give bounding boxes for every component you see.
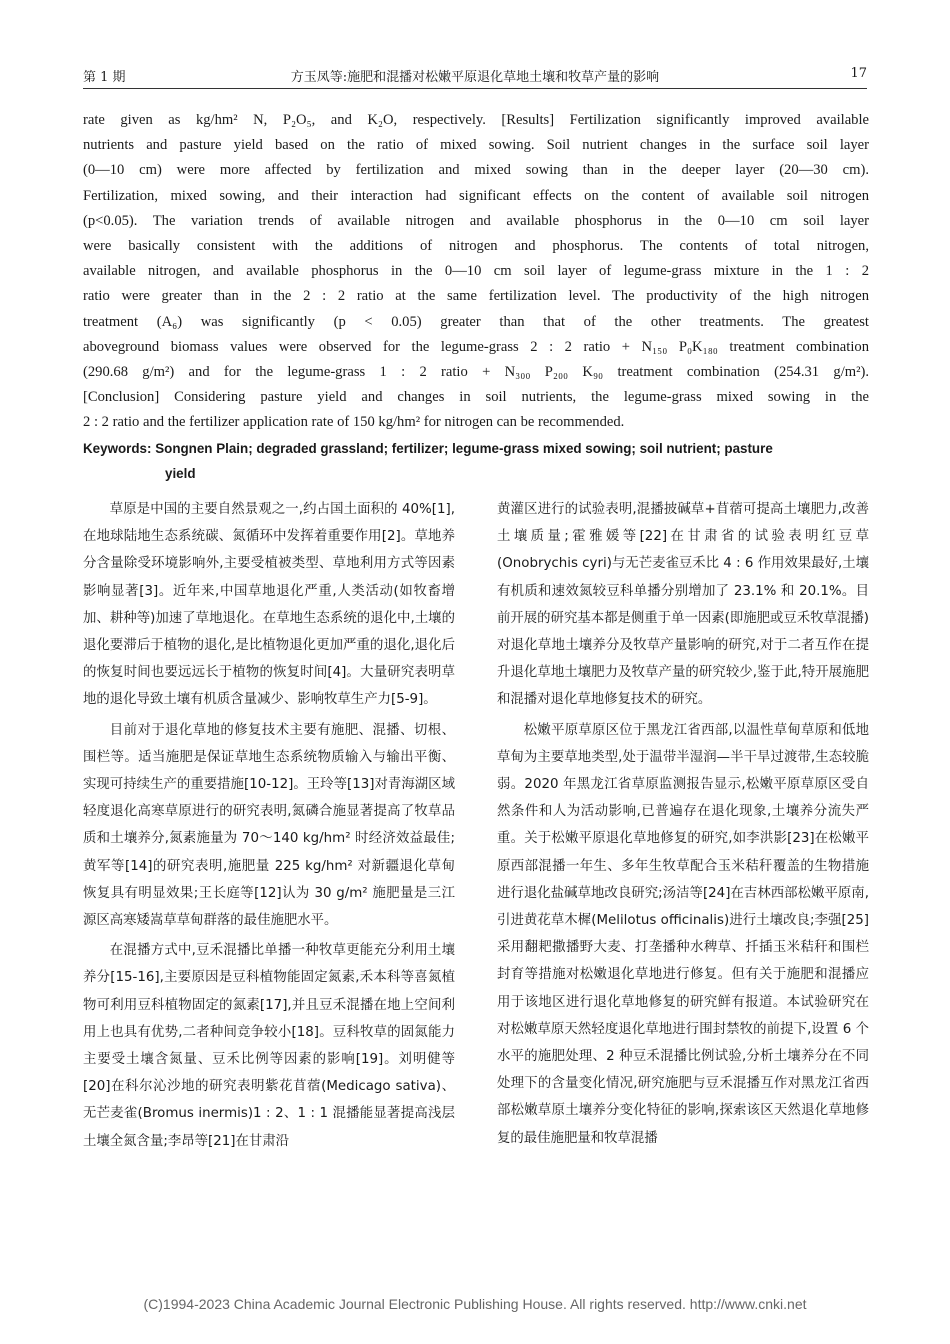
page-number: 17 [850,66,867,81]
abstract-line: aboveground biomass values were observed for the legume-grass 2 : 2 ratio + N₁₅₀ P₀K₁₈₀ treatment combination [83,338,869,355]
abstract-line: available nitrogen, and available phosphorus in the 0—10 cm soil layer of legume-grass mixture in the 1 : 2 [83,263,869,280]
abstract-line: rate given as kg/hm² N, P₂O₅, and K₂O, respectively. [Results] Fertilization significantly improved available [83,112,869,128]
abstract-line: (p<0.05). The variation trends of available nitrogen and available phosphorus in the 0—10 cm soil layer [83,212,869,229]
keywords-block [83,436,869,486]
paragraph: 黄灌区进行的试验表明,混播披碱草+苜蓿可提高土壤肥力,改善土壤质量;霍雅媛等[22]在甘肃省的试验表明红豆草(Onobrychis cyri)与无芒麦雀豆禾比 4 : 6 作用效果最好,土壤有机质和速效氮较豆科单播分别增加了 23.1% 和 20.1%。目前开展的研究基本都是侧重于单一因素(即施肥或豆禾牧草混播)对退化草地土壤养分及牧草产量影响的研究,对于二者互作在提升退化草地土壤肥力及牧草产量的研究较少,鉴于此,特开展施肥和混播对退化草地修复技术的研究。 [497,502,869,708]
abstract-line: treatment (A₆) was significantly (p < 0.05) greater than that of the other treatments. The greatest [83,313,869,330]
paragraph: 草原是中国的主要自然景观之一,约占国土面积的 40%[1],在地球陆地生态系统碳、氮循环中发挥着重要作用[2]。草地养分含量除受环境影响外,主要受植被类型、草地利用方式等因素影响显著[3]。近年来,中国草地退化严重,人类活动(如牧畜增加、耕种等)加速了草地退化。在草地生态系统的退化中,土壤的退化要滞后于植物的退化,是比植物退化更加严重的退化,退化后的恢复时间也要远远长于植物的恢复时间[4]。大量研究表明草地的退化导致土壤有机质含量减少、影响牧草生产力[5-9]。 [83,502,455,708]
abstract-line: [Conclusion] Considering pasture yield and changes in soil nutrients, the legume-grass mixed sowing in the [83,389,869,406]
english-abstract [83,108,869,436]
issue-number: 第 1 期 [83,70,126,85]
abstract-line: were basically consistent with the additions of nitrogen and phosphorus. The contents of total nitrogen, [83,238,869,255]
abstract-line: (0—10 cm) were more affected by fertilization and mixed sowing than in the deeper layer (20—30 cm). [83,162,869,179]
keywords-text: Songnen Plain; degraded grassland; fertilizer; legume-grass mixed sowing; soil nutrient; pasture [155,441,773,456]
paragraph: 目前对于退化草地的修复技术主要有施肥、混播、切根、围栏等。适当施肥是保证草地生态系统物质输入与输出平衡、实现可持续生产的重要措施[10-12]。王玲等[13]对青海湖区域轻度退化高寒草原进行的研究表明,氮磷合施显著提高了牧草品质和土壤养分,氮素施量为 70～140 kg/hm² 时经济效益最佳;黄军等[14]的研究表明,施肥量 225 kg/hm² 对新疆退化草甸恢复具有明显效果;王长庭等[12]认为 30 g/m² 施肥量是三江源区高寒矮嵩草草甸群落的最佳施肥水平。 [83,722,455,929]
abstract-line: ratio were greater than in the 2 : 2 ratio at the same fertilization level. The productivity of the high nitrogen [83,288,869,305]
right-column [497,496,869,1152]
copyright-footer: (C)1994-2023 China Academic Journal Electronic Publishing House. All rights reserved. http://www.cnki.net [143,1296,807,1312]
abstract-line: (290.68 g/m²) and for the legume-grass 1 : 2 ratio + N₃₀₀ P₂₀₀ K₉₀ treatment combination (254.31 g/m²). [83,364,869,381]
paragraph: 在混播方式中,豆禾混播比单播一种牧草更能充分利用土壤养分[15-16],主要原因是豆科植物能固定氮素,禾本科等喜氮植物可利用豆科植物固定的氮素[17],并且豆禾混播在地上空间利用上也具有优势,二者种间竞争较小[18]。豆科牧草的固氮能力主要受土壤含氮量、豆禾比例等因素的影响[19]。刘明健等[20]在科尔沁沙地的研究表明紫花苜蓿(Medicago sativa)、无芒麦雀(Bromus inermis)1 : 2、1 : 1 混播能显著提高浅层土壤全氮含量;李昂等[21]在甘肃沿 [83,943,455,1149]
abstract-line: nutrients and pasture yield based on the ratio of mixed sowing. Soil nutrient changes in the surface soil layer [83,137,869,154]
running-title: 方玉凤等:施肥和混播对松嫩平原退化草地土壤和牧草产量的影响 [290,70,660,85]
keywords-label: Keywords: [83,441,152,456]
abstract-line: Fertilization, mixed sowing, and their interaction had significant effects on the content of available soil nitrogen [83,187,869,204]
abstract-line: 2 : 2 ratio and the fertilizer application rate of 150 kg/hm² for nitrogen can be recommended. [83,414,625,431]
keywords-text-cont: yield [165,466,196,481]
left-column [83,496,455,1155]
paragraph: 松嫩平原草原区位于黑龙江省西部,以温性草甸草原和低地草甸为主要草地类型,处于温带半湿润—半干旱过渡带,生态较脆弱。2020 年黑龙江省草原监测报告显示,松嫩平原草原区受自然条件和人为活动影响,已普遍存在退化现象,土壤养分流失严重。关于松嫩平原退化草地修复的研究,如李洪影[23]在松嫩平原西部混播一年生、多年生牧草配合玉米秸秆覆盖的生物措施进行退化盐碱草地改良研究;汤洁等[24]在吉林西部松嫩平原南,引进黄花草木樨(Melilotus officinalis)进行土壤改良;李强[25]采用翻耙撒播野大麦、打垄播种水稗草、扦插玉米秸秆和围栏封育等措施对松嫩退化草地进行修复。但有关于施肥和混播应用于该地区进行退化草地修复的研究鲜有报道。本试验研究在对松嫩草原天然轻度退化草地进行围封禁牧的前提下,设置 6 个水平的施肥处理、2 种豆禾混播比例试验,分析土壤养分在不同处理下的含量变化情况,研究施肥与豆禾混播互作对黑龙江省西部松嫩草原土壤养分变化特征的影响,探索该区天然退化草地修复的最佳施肥量和牧草混播 [497,722,869,1146]
running-header [83,62,867,89]
